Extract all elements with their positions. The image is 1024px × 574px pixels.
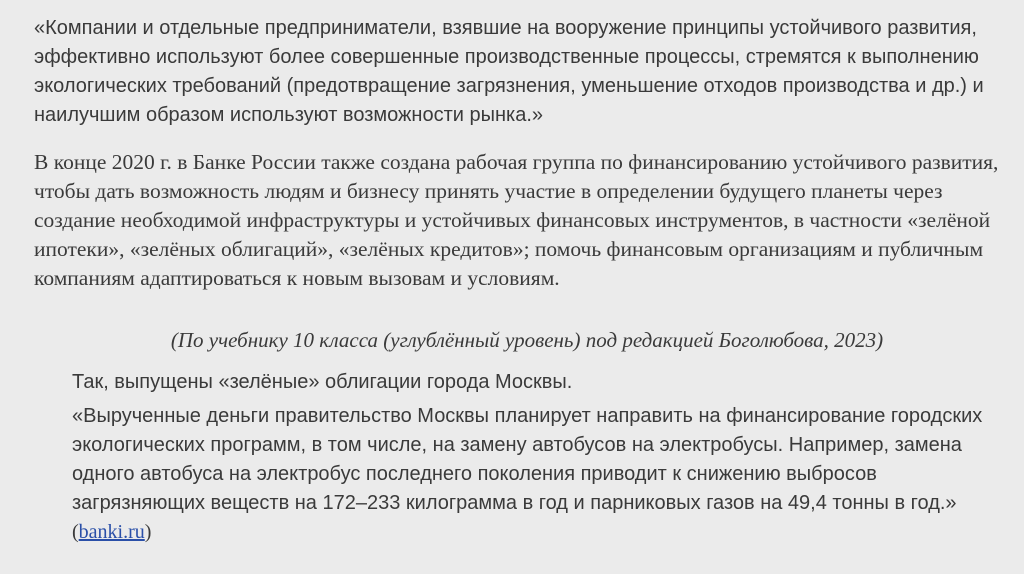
paragraph-green-bonds-text: Так, выпущены «зелёные» облигации города Москвы. — [72, 371, 573, 393]
textbook-citation — [0, 326, 1024, 355]
quote-moscow-government-text: «Вырученные деньги правительство Москвы планирует направить на финансирование городских экологических программ, в том числе, на замену автобусов на электробусы. Например, замена одного автобуса на электробус последнего поколения приводит к снижению выбросов загрязняющих веществ на 172–233 килограмма в год и парниковых газов на 49,4 тонны в год.» — [72, 405, 983, 514]
paragraph-green-bonds — [72, 368, 1002, 397]
textbook-citation-text: (По учебнику 10 класса (углублённый уровень) под редакцией Боголюбова, 2023) — [170, 328, 884, 352]
quote-moscow-government — [72, 402, 1002, 547]
paragraph-bank-of-russia — [34, 148, 1004, 293]
paragraph-bank-of-russia-text: В конце 2020 г. в Банке России также создана рабочая группа по финансированию устойчивого развития, чтобы дать возможность людям и бизнесу принять участие в определении будущего планеты через создание необходимой инфраструктуры и устойчивых финансовых инструментов, в частности «зелёной ипотеки», «зелёных облигаций», «зелёных кредитов»; помочь финансовым организациям и публичным компаниям адаптироваться к новым вызовам и условиям. — [34, 150, 999, 290]
source-link-banki[interactable]: banki.ru — [78, 521, 145, 543]
quote-companies — [34, 14, 1004, 130]
quote-companies-text: «Компании и отдельные предприниматели, взявшие на вооружение принципы устойчивого развития, эффективно используют более совершенные производственные процессы, стремятся к выполнению экологических требований (предотвращение загрязнения, уменьшение отходов производства и др.) и наилучшим образом используют возможности рынка.» — [34, 17, 984, 126]
source-open-paren: ( — [72, 521, 79, 543]
source-close-paren: ) — [144, 521, 152, 543]
